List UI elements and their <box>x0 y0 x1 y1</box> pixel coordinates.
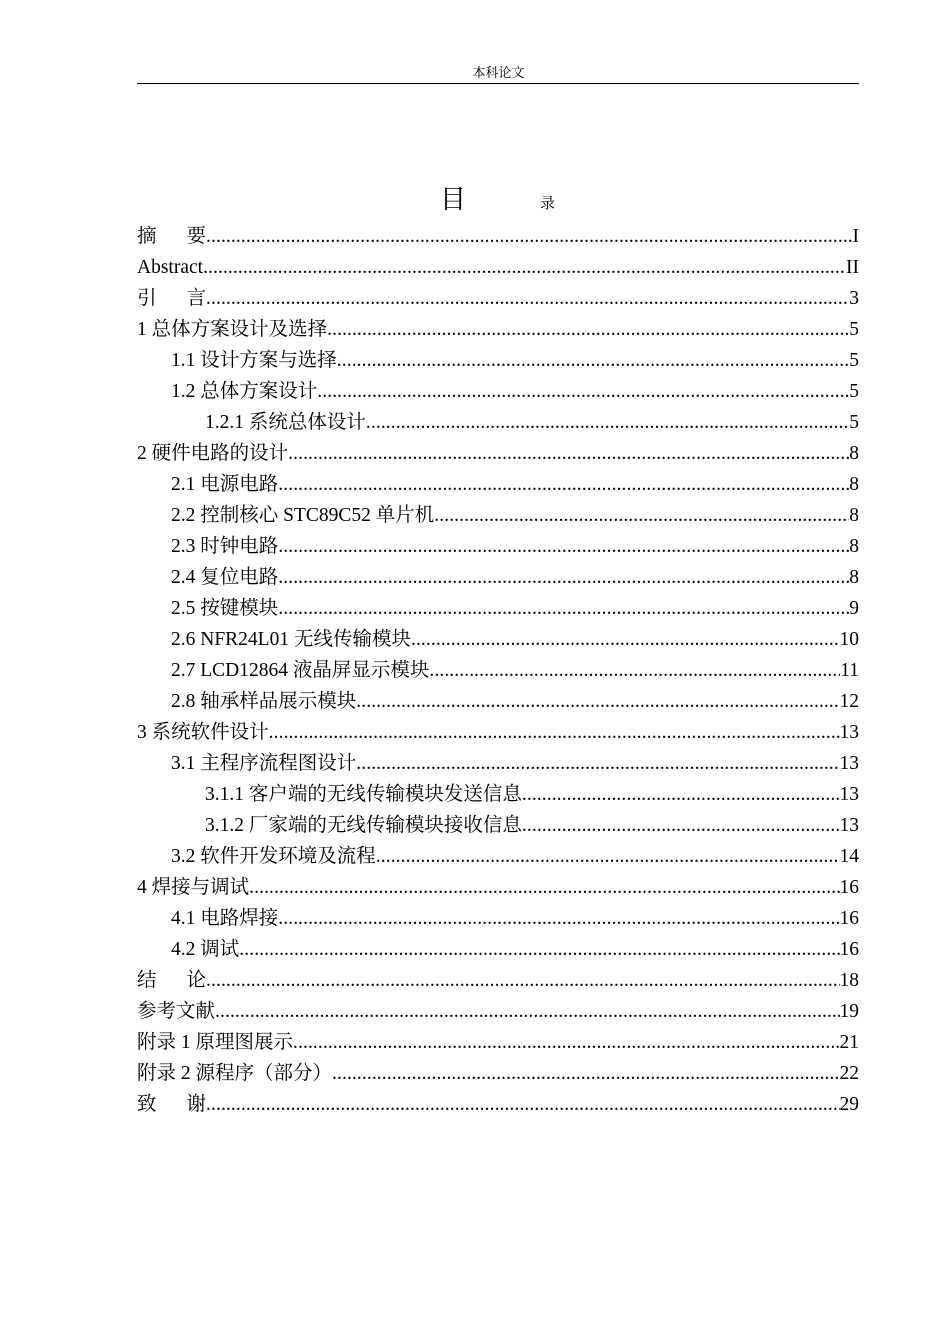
toc-leader-dots <box>278 531 849 562</box>
toc-entry-label: 附录 1 原理图展示 <box>137 1032 294 1053</box>
toc-entry-label: 4.2 调试 <box>171 939 240 960</box>
toc-entry[interactable] <box>137 1058 859 1089</box>
toc-entry[interactable] <box>137 903 859 934</box>
toc-leader-dots <box>522 810 840 841</box>
toc-entry-label: 1 总体方案设计及选择 <box>137 319 328 340</box>
toc-entry[interactable] <box>137 1089 859 1120</box>
toc-leader-dots <box>206 965 839 996</box>
toc-leader-dots <box>429 655 840 686</box>
toc-entry-label: 3.1.1 客户端的无线传输模块发送信息 <box>205 784 522 805</box>
toc-entry[interactable] <box>137 283 859 314</box>
toc-leader-dots <box>356 686 839 717</box>
toc-leader-dots <box>332 1058 839 1089</box>
toc-leader-dots <box>206 1089 839 1120</box>
toc-entry-page: II <box>846 257 859 278</box>
toc-leader-dots <box>327 314 849 345</box>
toc-entry[interactable] <box>137 934 859 965</box>
toc-entry-page: 16 <box>839 939 859 960</box>
toc-entry[interactable] <box>137 345 859 376</box>
toc-entry-page: 8 <box>849 536 859 557</box>
toc-entry[interactable] <box>137 500 859 531</box>
toc-entry[interactable] <box>137 686 859 717</box>
toc-entry-label: Abstract <box>137 257 204 278</box>
toc-entry[interactable] <box>137 748 859 779</box>
toc-entry[interactable] <box>137 407 859 438</box>
toc-entry-label: 1.2.1 系统总体设计 <box>205 412 366 433</box>
toc-leader-dots <box>366 407 849 438</box>
toc-entry[interactable] <box>137 717 859 748</box>
toc-leader-dots <box>249 872 839 903</box>
toc-entry-page: 5 <box>849 350 859 371</box>
toc-entry-label: 2.8 轴承样品展示模块 <box>171 691 357 712</box>
toc-entry-page: 16 <box>839 877 859 898</box>
toc-entry[interactable] <box>137 438 859 469</box>
toc-entry[interactable] <box>137 376 859 407</box>
toc-entry-page: 9 <box>849 598 859 619</box>
toc-entry-page: 5 <box>849 412 859 433</box>
toc-leader-dots <box>206 221 852 252</box>
toc-entry[interactable] <box>137 965 859 996</box>
toc-entry-page: 12 <box>839 691 859 712</box>
toc-entry[interactable] <box>137 252 859 283</box>
toc-leader-dots <box>203 252 846 283</box>
toc-entry-page: 5 <box>849 381 859 402</box>
toc-entry-page: 11 <box>840 660 859 681</box>
toc-entry-page: 3 <box>849 288 859 309</box>
toc-leader-dots <box>278 903 839 934</box>
toc-entry-label: 2.3 时钟电路 <box>171 536 279 557</box>
toc-leader-dots <box>239 934 839 965</box>
toc-entry-page: 14 <box>839 846 859 867</box>
toc-leader-dots <box>288 438 849 469</box>
toc-entry-label: 2 硬件电路的设计 <box>137 443 289 464</box>
toc-entry-label: 2.7 LCD12864 液晶屏显示模块 <box>171 660 430 681</box>
toc-entry-page: 8 <box>849 443 859 464</box>
toc-entry-page: 13 <box>839 753 859 774</box>
toc-entry-label: 3 系统软件设计 <box>137 722 269 743</box>
toc-entry[interactable] <box>137 655 859 686</box>
toc-leader-dots <box>317 376 849 407</box>
toc-leader-dots <box>278 469 849 500</box>
toc-entry-page: 29 <box>839 1094 859 1115</box>
toc-entry-label: 2.2 控制核心 STC89C52 单片机 <box>171 505 435 526</box>
toc-entry-label: 引言 <box>137 288 207 309</box>
toc-leader-dots <box>293 1027 839 1058</box>
toc-leader-dots <box>278 593 849 624</box>
toc-entry-label: 摘要 <box>137 226 207 247</box>
toc-leader-dots <box>206 283 849 314</box>
toc-entry[interactable] <box>137 779 859 810</box>
toc-entry-label: 参考文献 <box>137 1001 216 1022</box>
toc-entry[interactable] <box>137 1027 859 1058</box>
toc-entry-page: 8 <box>849 474 859 495</box>
toc-entry-label: 致谢 <box>137 1094 207 1115</box>
toc-entry-label: 3.2 软件开发环境及流程 <box>171 846 376 867</box>
toc-entry-page: 22 <box>839 1063 859 1084</box>
toc-entry[interactable] <box>137 996 859 1027</box>
running-header: 本科论文 <box>472 66 525 81</box>
toc-entry-page: 16 <box>839 908 859 929</box>
toc-entry-label: 3.1.2 厂家端的无线传输模块接收信息 <box>205 815 522 836</box>
toc-entry-page: 10 <box>839 629 859 650</box>
toc-leader-dots <box>411 624 840 655</box>
header-rule <box>137 83 859 84</box>
toc-leader-dots <box>356 748 839 779</box>
toc-entry-page: 8 <box>849 505 859 526</box>
toc-entry[interactable] <box>137 469 859 500</box>
toc-entry-page: 8 <box>849 567 859 588</box>
toc-entry-label: 4.1 电路焊接 <box>171 908 279 929</box>
toc-entry-page: 13 <box>839 784 859 805</box>
toc-leader-dots <box>434 500 849 531</box>
toc-leader-dots <box>376 841 840 872</box>
toc-entry[interactable] <box>137 624 859 655</box>
toc-entry-page: 21 <box>839 1032 859 1053</box>
toc-entry-label: 2.5 按键模块 <box>171 598 279 619</box>
toc-entry-label: 2.4 复位电路 <box>171 567 279 588</box>
toc-entry[interactable] <box>137 562 859 593</box>
table-of-contents <box>137 221 859 1120</box>
toc-entry-label: 1.1 设计方案与选择 <box>171 350 337 371</box>
toc-leader-dots <box>269 717 840 748</box>
toc-entry-page: 13 <box>839 722 859 743</box>
toc-leader-dots <box>215 996 839 1027</box>
toc-title <box>0 183 950 217</box>
toc-entry-page: 19 <box>839 1001 859 1022</box>
toc-entry-label: 3.1 主程序流程图设计 <box>171 753 357 774</box>
toc-leader-dots <box>522 779 840 810</box>
toc-title-main: 目 <box>440 185 467 215</box>
toc-entry-label: 2.6 NFR24L01 无线传输模块 <box>171 629 411 650</box>
toc-entry[interactable] <box>137 221 859 252</box>
toc-entry[interactable] <box>137 841 859 872</box>
toc-entry-page: 18 <box>839 970 859 991</box>
toc-entry[interactable] <box>137 810 859 841</box>
toc-leader-dots <box>278 562 849 593</box>
toc-title-small: 录 <box>540 194 556 212</box>
toc-leader-dots <box>337 345 849 376</box>
toc-entry-label: 附录 2 源程序（部分） <box>137 1063 333 1084</box>
toc-entry[interactable] <box>137 593 859 624</box>
toc-entry-label: 1.2 总体方案设计 <box>171 381 318 402</box>
toc-entry-label: 结论 <box>137 970 207 991</box>
toc-entry[interactable] <box>137 872 859 903</box>
toc-entry-page: 5 <box>849 319 859 340</box>
toc-entry-page: I <box>852 226 859 247</box>
toc-entry[interactable] <box>137 314 859 345</box>
toc-entry-page: 13 <box>839 815 859 836</box>
toc-entry-label: 2.1 电源电路 <box>171 474 279 495</box>
toc-entry-label: 4 焊接与调试 <box>137 877 250 898</box>
toc-entry[interactable] <box>137 531 859 562</box>
